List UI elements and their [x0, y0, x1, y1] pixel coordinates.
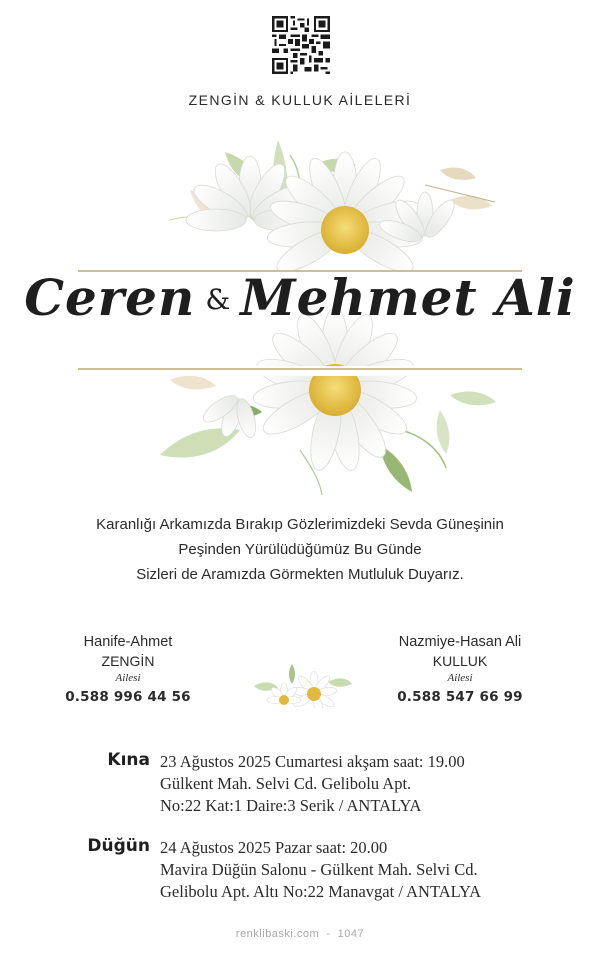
dugun-line: Mavira Düğün Salonu - Gülkent Mah. Selvi Cd.	[160, 860, 478, 879]
bride-name: Ceren	[24, 268, 196, 327]
message-line: Peşinden Yürülüdüğümüz Bu Günde	[178, 541, 422, 558]
kina-details	[160, 751, 465, 817]
left-family-surname: ZENGİN	[101, 653, 155, 669]
groom-name: Mehmet Ali	[240, 268, 576, 327]
left-family-first-names: Hanife-Ahmet	[83, 634, 173, 650]
kina-line: Gülkent Mah. Selvi Cd. Gelibolu Apt.	[160, 774, 412, 793]
kina-label: Kına	[107, 750, 150, 770]
right-family-phone: 0.588 547 66 99	[397, 689, 523, 705]
right-family-surname: KULLUK	[432, 653, 488, 669]
dugun-details	[160, 837, 481, 903]
right-family-first-names: Nazmiye-Hasan Ali	[398, 634, 522, 650]
footer-credit: renklibaski.com - 1047	[235, 928, 365, 940]
right-family-suffix: Ailesi	[447, 672, 473, 684]
message-line: Karanlığı Arkamızda Bırakıp Gözlerimizdeki Sevda Güneşinin	[96, 516, 504, 533]
left-family-suffix: Ailesi	[115, 672, 141, 684]
left-family-phone: 0.588 996 44 56	[65, 689, 191, 705]
left-family-block	[28, 632, 228, 709]
families-title: ZENGİN & KULLUK AİLELERİ	[188, 92, 412, 108]
invitation-message	[0, 512, 600, 587]
kina-line: 23 Ağustos 2025 Cumartesi akşam saat: 19.00	[160, 752, 465, 771]
divider-bottom	[78, 368, 522, 370]
dugun-line: Gelibolu Apt. Altı No:22 Manavgat / ANTALYA	[160, 882, 482, 901]
dugun-line: 24 Ağustos 2025 Pazar saat: 20.00	[160, 838, 388, 857]
ampersand: &	[205, 283, 231, 316]
message-line: Sizleri de Aramızda Görmekten Mutluluk Duyarız.	[136, 566, 464, 583]
couple-names	[0, 268, 600, 368]
kina-line: No:22 Kat:1 Daire:3 Serik / ANTALYA	[160, 796, 422, 815]
qr-code-icon	[272, 16, 330, 74]
small-daisy-icon	[244, 656, 356, 714]
right-family-block	[360, 632, 560, 709]
dugun-label: Düğün	[87, 836, 150, 856]
